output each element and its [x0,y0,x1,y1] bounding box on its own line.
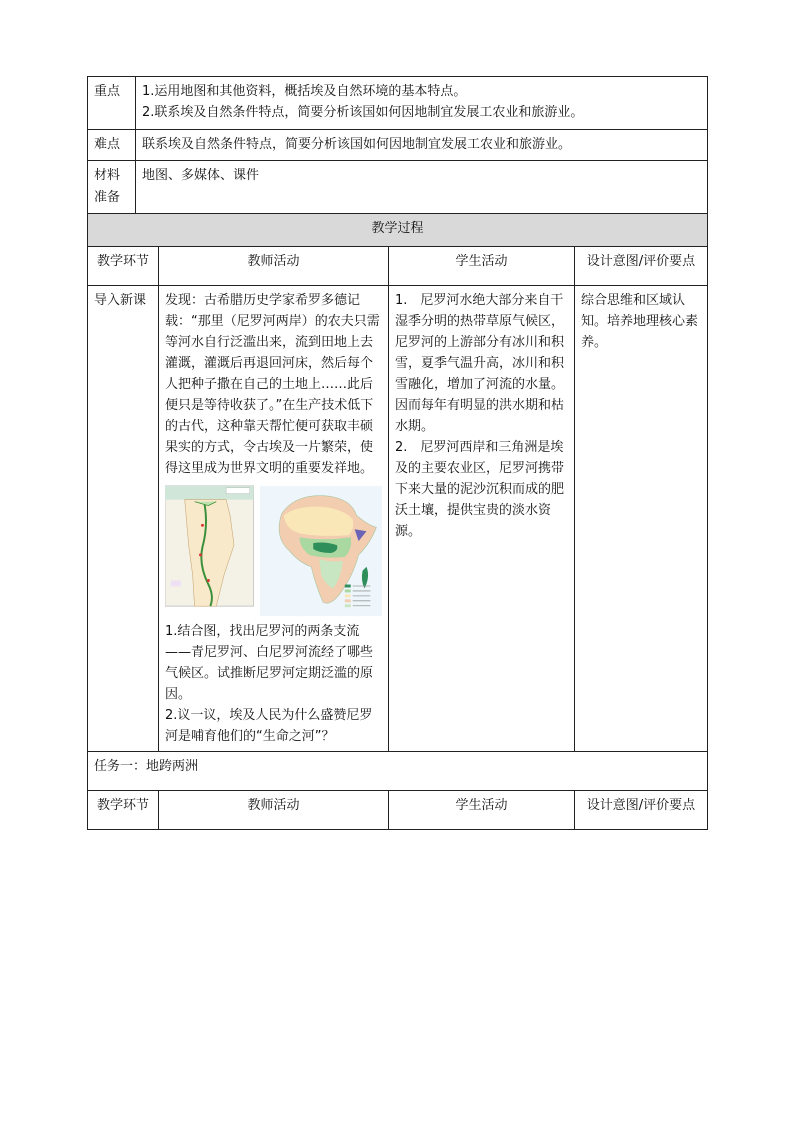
key-point-label: 重点 [88,77,136,130]
intro-teacher-question-1: 1.结合图，找出尼罗河的两条支流——青尼罗河、白尼罗河流经了哪些气候区。试推断尼罗河定期泛滥的原因。 [165,624,374,702]
header-student: 学生活动 [389,247,575,286]
key-point-item-2: 2.联系埃及自然条件特点，简要分析该国如何因地制宜发展工农业和旅游业。 [142,105,584,120]
lesson-plan-page [87,76,708,830]
africa-climate-map-figure [260,485,382,617]
objectives-table [87,76,708,214]
difficulty-content: 联系埃及自然条件特点，简要分析该国如何因地制宜发展工农业和旅游业。 [136,130,708,161]
intro-teacher-text: 发现：古希腊历史学家希罗多德记载：“那里（尼罗河两岸）的农夫只需等河水自行泛滥出来，流到田地上去灌溉，灌溉后再退回河床，然后每个人把种子撒在自己的土地上……此后便只是等待收获了。”在生产技术低下的古代，这种靠天帮忙便可获取丰硕果实的方式，令古埃及一片繁荣，使得这里成为世界文明的重要发祥地。 [165,293,380,476]
intro-teacher-question-2: 2.议一议，埃及人民为什么盛赞尼罗河是哺育他们的“生命之河”？ [165,708,373,744]
task1-title: 任务一：地跨两洲 [88,752,708,791]
task1-header-student: 学生活动 [389,791,575,830]
process-table [87,213,708,830]
intro-teacher-activity [159,286,389,752]
intro-stage: 导入新课 [88,286,159,752]
header-stage: 教学环节 [88,247,159,286]
intro-student-item-2: 2. 尼罗河西岸和三角洲是埃及的主要农业区，尼罗河携带下来大量的泥沙沉积而成的肥沃土壤，提供宝贵的淡水资源。 [395,440,565,539]
materials-label [88,161,136,214]
task1-header-teacher: 教师活动 [159,791,389,830]
intro-student-activity [389,286,575,752]
key-point-item-1: 1.运用地图和其他资料，概括埃及自然环境的基本特点。 [142,84,467,99]
key-point-content [136,77,708,130]
process-title: 教学过程 [88,214,708,247]
header-design: 设计意图/评价要点 [575,247,708,286]
materials-label-line2: 准备 [94,190,121,205]
intro-design-intent: 综合思维和区域认知。培养地理核心素养。 [575,286,708,752]
intro-student-item-1: 1. 尼罗河水绝大部分来自干湿季分明的热带草原气候区，尼罗河的上游部分有冰川和积雪，夏季气温升高，冰川和积雪融化，增加了河流的水量。因而每年有明显的洪水期和枯水期。 [395,293,565,434]
egypt-nile-map-figure [165,485,254,607]
figures [165,485,382,617]
materials-content: 地图、多媒体、课件 [136,161,708,214]
difficulty-label: 难点 [88,130,136,161]
task1-header-stage: 教学环节 [88,791,159,830]
header-teacher: 教师活动 [159,247,389,286]
task1-header-design: 设计意图/评价要点 [575,791,708,830]
materials-label-line1: 材料 [94,168,121,183]
